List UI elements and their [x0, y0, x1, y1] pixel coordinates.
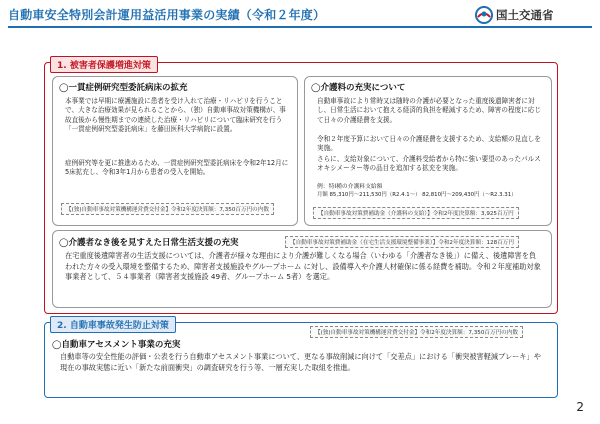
- panel-a-fund: 【(独)自動車事故対策機構運営費交付金】令和2年度決算額：7,350百万円の内数: [61, 203, 274, 215]
- section-2-para1: 自動車等の安全性能の評価・公表を行う自動車アセスメント事業について、更なる事故削減に向けて「交差点」における「衝突被害軽減ブレーキ」や現在の事故実態に近い「新たな前面衝突」の調査研究を行う等、一層充実した取組を推進。: [60, 352, 541, 372]
- panel-b-para1: 自動車事故により常時又は随時の介護が必要となった重度後遺障害者に対し、日常生活において抱える経済的負担を軽減するため、障害の程度に応じて日々の介護経費を支援。: [317, 97, 541, 124]
- panel-b-para3: さらに、支給対象について、介護料受給者から特に強い要望のあったパルスオキシメーター等の品目を追加する拡充を実施。: [317, 155, 541, 173]
- panel-c-fund: 【自動車事故対策費補助金（在宅生活支援環境整備事業）】令和2年度決算額：128百万円: [285, 236, 519, 248]
- section-2-label: 2. 自動車事故発生防止対策: [50, 316, 176, 333]
- panel-daily-life-support: [52, 230, 552, 308]
- page-number: 2: [576, 400, 584, 414]
- section-2-fund: 【(独)自動車事故対策機構運営費交付金】令和2年度決算額：7,350百万円の内数: [310, 326, 523, 338]
- panel-c-heading: ◯介護者なき後を見すえた日常生活支援の充実: [59, 238, 239, 248]
- panel-c-para1: 在宅重度後遺障害者の生活支援については、介護者が様々な理由により介護が難しくなる場合（いわゆる「介護者なき後」）に備え、後遺障害を負われた方々の受入環境を整備するため、障害者支援施設やグループホーム に対し、設備導入や介護人材確保に係る経費を補助。令和２年度補助対象事業者として、５４事業者（障害者支援施設 49者、グループホーム 5者）を選定。: [65, 251, 541, 281]
- section-1-label: 1. 被害者保護増進対策: [50, 56, 158, 73]
- panel-a-para1: 本事業では早期に療護施設に患者を受け入れて治療・リハビリを行うことで、大きな治療効果が見られることから、（独）自動車事故対策機構が、事故直後から慢性期までの連続した治療・リハビリについて臨床研究を行う「一貫症例研究型委託病床」を藤田医科大学病院に設置。: [65, 97, 286, 134]
- panel-care-fee: [304, 76, 552, 226]
- panel-a-para2: 症例研究等を更に推進めるため、一貫症例研究型委託病床を令和2年12月に5床拡充し、令和3年1月から患者の受入を開始。: [65, 159, 289, 177]
- panel-b-example-detail: 月額 85,310円〜211,530円（R2.4.1〜） 82,810円〜209,430円（〜R2.3.31）: [317, 192, 517, 198]
- page-title: 自動車安全特別会計運用益活用事業の実績（令和２年度）: [8, 8, 326, 22]
- title-rule: [8, 26, 592, 28]
- mlit-logo-icon: [474, 5, 494, 25]
- panel-b-heading: ◯介護料の充実について: [311, 83, 406, 93]
- panel-consistent-case-beds: [52, 76, 298, 226]
- panel-b-example: 例：特Ⅰ種の介護料支給額: [317, 184, 383, 190]
- panel-b-fund: 【自動車事故対策費補助金（介護料の支給）】令和2年度決算額：3,925百万円: [313, 207, 519, 219]
- section-2-heading: ◯自動車アセスメント事業の充実: [52, 340, 181, 350]
- logo-text: 国土交通省: [496, 8, 554, 22]
- panel-a-heading: ◯一貫症例研究型委託病床の拡充: [59, 83, 188, 93]
- panel-b-para2: 令和２年度予算において日々の介護経費を支援するため、支給額の見直しを実施。: [317, 135, 541, 153]
